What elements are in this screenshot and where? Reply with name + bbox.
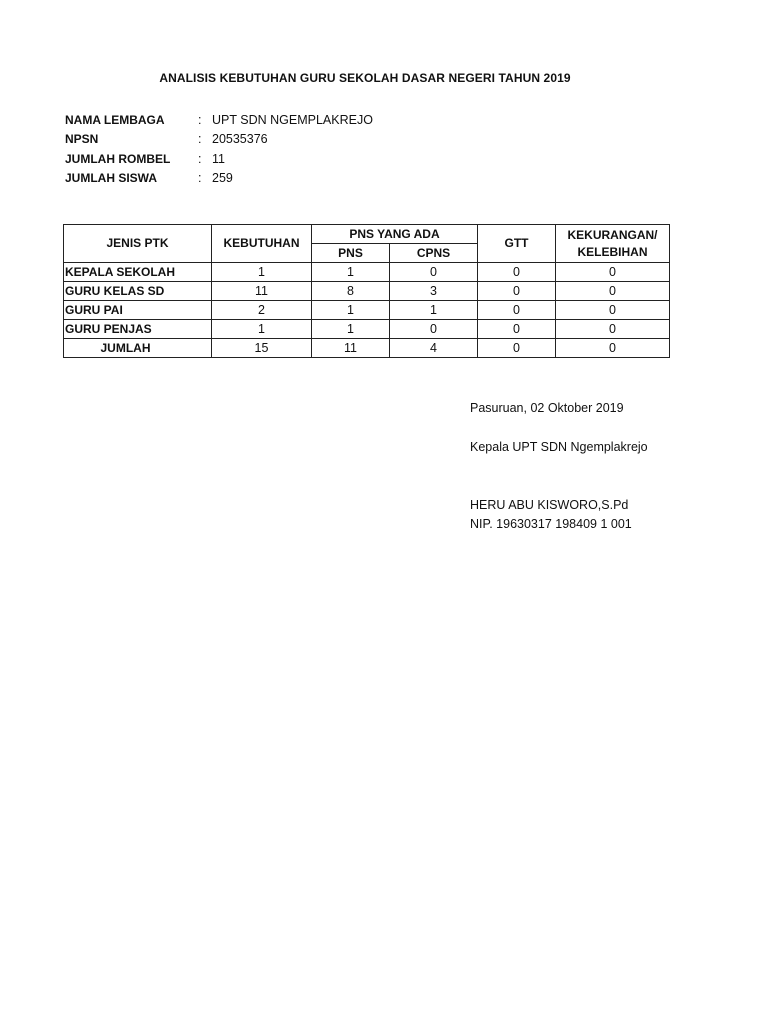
institution-info: [65, 110, 373, 188]
cell-jenis-ptk: KEPALA SEKOLAH: [64, 263, 212, 282]
cell-jenis-ptk: GURU PENJAS: [64, 320, 212, 339]
cell-gtt: 0: [478, 301, 556, 320]
info-row-jumlah-rombel: [65, 149, 373, 169]
table-total-row: [64, 339, 670, 358]
header-kekurangan-kelebihan: [556, 225, 670, 263]
info-value: 20535376: [212, 132, 268, 147]
header-cpns: CPNS: [390, 244, 478, 263]
table-header-row: [64, 225, 670, 244]
table-row: [64, 263, 670, 282]
info-colon: :: [198, 132, 202, 147]
cell-total-kekurangan: 0: [556, 339, 670, 358]
header-pns-yang-ada: PNS YANG ADA: [312, 225, 478, 244]
header-kekurangan-line1: KEKURANGAN/: [567, 227, 658, 242]
info-row-npsn: [65, 130, 373, 150]
cell-kebutuhan: 11: [212, 282, 312, 301]
cell-cpns: 0: [390, 263, 478, 282]
signature-position: Kepala UPT SDN Ngemplakrejo: [470, 440, 648, 454]
cell-total-kebutuhan: 15: [212, 339, 312, 358]
cell-kekurangan: 0: [556, 263, 670, 282]
cell-kekurangan: 0: [556, 282, 670, 301]
signature-nip: NIP. 19630317 198409 1 001: [470, 517, 632, 531]
table-row: [64, 282, 670, 301]
table-row: [64, 320, 670, 339]
info-value: 11: [212, 151, 225, 166]
signature-place-date: Pasuruan, 02 Oktober 2019: [470, 401, 624, 415]
info-value: UPT SDN NGEMPLAKREJO: [212, 112, 373, 127]
header-kebutuhan: KEBUTUHAN: [212, 225, 312, 263]
header-kekurangan-line2: KELEBIHAN: [577, 244, 648, 259]
signature-name: HERU ABU KISWORO,S.Pd: [470, 498, 629, 512]
cell-total-cpns: 4: [390, 339, 478, 358]
cell-pns: 1: [312, 263, 390, 282]
info-row-jumlah-siswa: [65, 169, 373, 189]
cell-kekurangan: 0: [556, 301, 670, 320]
cell-kekurangan: 0: [556, 320, 670, 339]
info-label: JUMLAH SISWA: [65, 171, 158, 186]
info-label: NAMA LEMBAGA: [65, 112, 165, 127]
info-label: NPSN: [65, 132, 99, 147]
info-row-nama-lembaga: [65, 110, 373, 130]
info-colon: :: [198, 112, 202, 127]
cell-cpns: 0: [390, 320, 478, 339]
document-title: ANALISIS KEBUTUHAN GURU SEKOLAH DASAR NEGERI TAHUN 2019: [159, 71, 571, 85]
cell-kebutuhan: 1: [212, 263, 312, 282]
cell-kebutuhan: 1: [212, 320, 312, 339]
cell-cpns: 1: [390, 301, 478, 320]
info-colon: :: [198, 171, 202, 186]
cell-kebutuhan: 2: [212, 301, 312, 320]
cell-gtt: 0: [478, 282, 556, 301]
cell-jenis-ptk: GURU KELAS SD: [64, 282, 212, 301]
cell-gtt: 0: [478, 263, 556, 282]
cell-total-pns: 11: [312, 339, 390, 358]
cell-pns: 8: [312, 282, 390, 301]
ptk-analysis-table: [63, 224, 670, 358]
info-value: 259: [212, 171, 233, 186]
header-jenis-ptk: JENIS PTK: [64, 225, 212, 263]
cell-pns: 1: [312, 301, 390, 320]
header-gtt: GTT: [478, 225, 556, 263]
cell-cpns: 3: [390, 282, 478, 301]
cell-gtt: 0: [478, 320, 556, 339]
cell-jenis-ptk: GURU PAI: [64, 301, 212, 320]
cell-jumlah-label: JUMLAH: [64, 339, 212, 358]
table-row: [64, 301, 670, 320]
cell-pns: 1: [312, 320, 390, 339]
cell-total-gtt: 0: [478, 339, 556, 358]
info-label: JUMLAH ROMBEL: [65, 151, 171, 166]
info-colon: :: [198, 151, 202, 166]
header-pns: PNS: [312, 244, 390, 263]
